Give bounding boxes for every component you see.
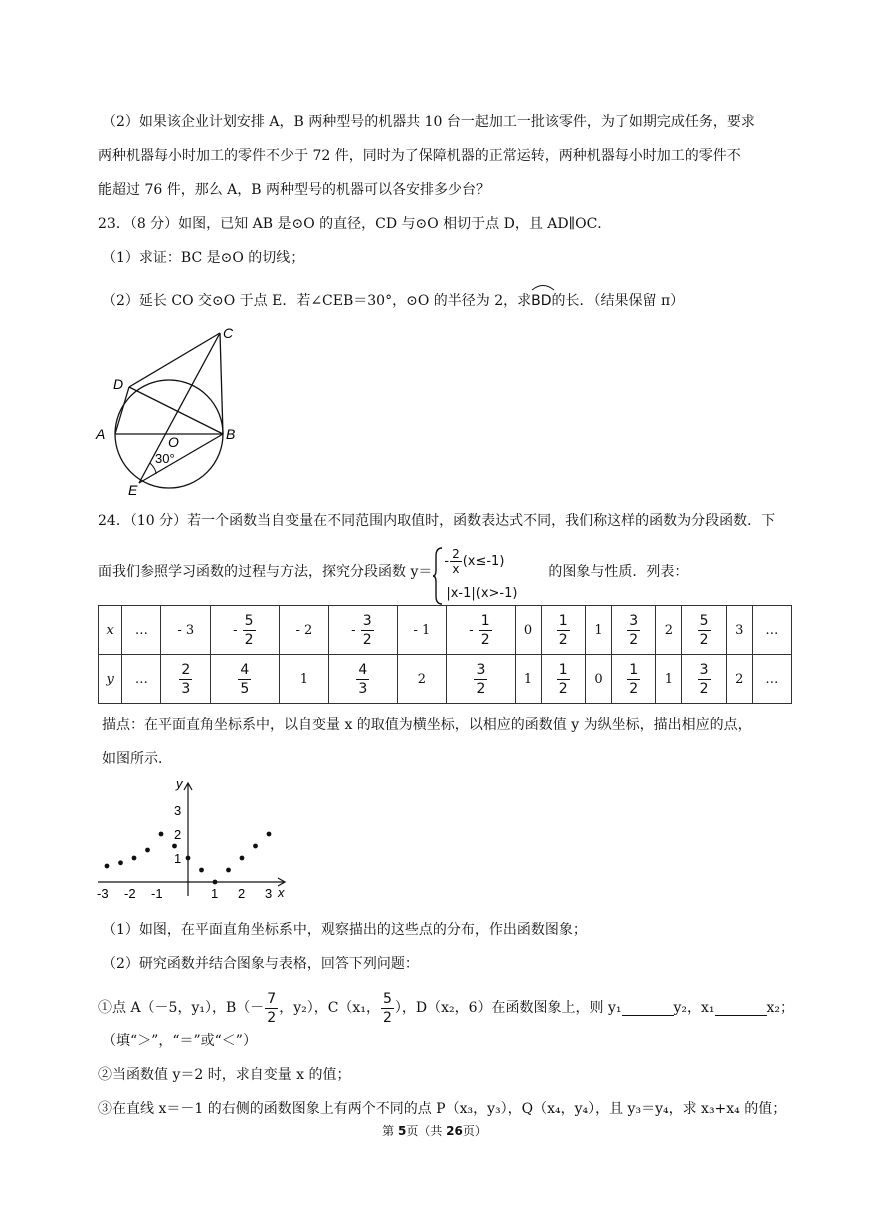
footer-page: 5: [397, 1124, 407, 1138]
x-tick-label: 3: [265, 886, 273, 901]
table-cell-x: $\frac{3}{2}$: [611, 606, 655, 655]
q22-part2-line1: （2）如果该企业计划安排 A，B 两种型号的机器共 10 台一起加工一批该零件，为了如期完成任务，要求: [102, 114, 755, 130]
plot-point: [132, 856, 137, 861]
table-row-y: [99, 655, 792, 704]
x-tick-label: 1: [211, 886, 219, 901]
q24-stem2: [98, 540, 688, 604]
table-cell-y: 1: [515, 655, 541, 704]
answer-blank-2[interactable]: [715, 1001, 767, 1016]
table-cell-y: $\frac{3}{2}$: [447, 655, 515, 704]
piece-1-num: 2: [452, 547, 460, 561]
plot-point: [118, 860, 123, 865]
plot-point: [186, 856, 191, 861]
table-cell-y: $\frac{4}{5}$: [211, 655, 279, 704]
plot-point: [240, 856, 245, 861]
q24-part2-1-text-a: ①点 A（－5，y₁），B（－: [98, 1000, 265, 1016]
table-header-y: y: [99, 655, 122, 704]
plot-point: [172, 844, 177, 849]
piece-2: |x-1|(x>-1): [446, 586, 518, 601]
segment-ce: [139, 333, 220, 483]
footer-mid: 页（共: [406, 1124, 447, 1138]
q24-part2-1-text-c: ），D（x₂，6）在函数图象上，则 y₁: [394, 1000, 622, 1016]
table-cell-x: …: [752, 606, 791, 655]
piece-1: [444, 547, 504, 576]
table-cell-x: - $\frac{3}{2}$: [329, 606, 397, 655]
table-cell-y: $\frac{1}{2}$: [611, 655, 655, 704]
table-cell-x: 3: [726, 606, 752, 655]
q24-part2-2: ②当函数值 y＝2 时，求自变量 x 的值；: [98, 1067, 351, 1083]
table-cell-x: - 3: [161, 606, 211, 655]
q24-part2: （2）研究函数并结合图象与表格，回答下列问题：: [102, 956, 419, 972]
q22-part2-line2: 两种机器每小时加工的零件不少于 72 件，同时为了保障机器的正常运转，两种机器每小时加工的零件不: [98, 148, 741, 164]
table-cell-x: 0: [515, 606, 541, 655]
q23-geometry-figure: [92, 320, 252, 498]
table-cell-y: …: [752, 655, 791, 704]
table-cell-y: 1: [279, 655, 329, 704]
plot-point: [253, 844, 258, 849]
footer-total: 26: [446, 1124, 463, 1138]
piecewise-expression: [432, 546, 542, 601]
label-d: D: [113, 376, 124, 392]
table-cell-y: $\frac{2}{3}$: [161, 655, 211, 704]
label-o: O: [168, 434, 179, 450]
q24-stem2-text-a: 面我们参照学习函数的过程与方法，探究分段函数 y＝: [98, 564, 433, 580]
table-cell-y: 2: [726, 655, 752, 704]
table-cell-x: 2: [656, 606, 682, 655]
q23-part2-text-a: （2）延长 CO 交⊙O 于点 E．若∠CEB＝30°，⊙O 的半径为 2，求: [102, 293, 532, 309]
piece-1-den: x: [452, 562, 460, 576]
table-cell-x: …: [122, 606, 161, 655]
q24-stem1: 24．（10 分）若一个函数当自变量在不同范围内取值时，函数表达式不同，我们称这样的函数为分段函数．下: [98, 513, 776, 529]
table-cell-x: $\frac{5}{2}$: [682, 606, 726, 655]
segment-db: [129, 387, 223, 434]
plot-point: [199, 868, 204, 873]
q24-plot-text2: 如图所示．: [102, 751, 172, 767]
piece-1-minus: -: [444, 553, 450, 569]
table-cell-x: $\frac{1}{2}$: [541, 606, 585, 655]
label-b: B: [226, 426, 236, 442]
x-tick-label: 2: [238, 886, 246, 901]
plot-point: [213, 880, 218, 885]
segment-ad: [115, 387, 129, 434]
fraction-5-2: [381, 990, 394, 1027]
q24-plot-text1: 描点：在平面直角坐标系中，以自变量 x 的取值为横坐标，以相应的函数值 y 为纵坐标，描出相应的点，: [102, 717, 752, 733]
q23-stem: 23．（8 分）如图，已知 AB 是⊙O 的直径，CD 与⊙O 相切于点 D，且 AD∥OC．: [98, 216, 612, 232]
q24-part2-1: [98, 988, 794, 1028]
table-cell-x: - 1: [397, 606, 447, 655]
piece-1-condition: (x≤-1): [462, 553, 505, 569]
plot-point: [105, 864, 110, 869]
q24-part1: （1）如图，在平面直角坐标系中，观察描出的这些点的分布，作出函数图象；: [102, 922, 587, 938]
table-cell-x: - 2: [279, 606, 329, 655]
x-tick-label: -3: [97, 886, 109, 901]
x-tick-label: -1: [151, 886, 163, 901]
fraction-5-2-den: 2: [382, 1009, 392, 1026]
table-header-x: x: [99, 606, 122, 655]
table-cell-y: 2: [397, 655, 447, 704]
table-cell-y: $\frac{1}{2}$: [541, 655, 585, 704]
answer-blank-1[interactable]: [622, 1001, 674, 1016]
table-cell-x: - $\frac{1}{2}$: [447, 606, 515, 655]
q24-part2-3: ③在直线 x＝－1 的右侧的函数图象上有两个不同的点 P（x₃，y₃），Q（x₄，y₄），且 y₃＝y₄，求 x₃+x₄ 的值；: [98, 1101, 787, 1117]
q24-scatter-plot: [92, 775, 292, 905]
fraction-7-2-den: 2: [267, 1009, 277, 1026]
arc-label: BD: [531, 293, 552, 309]
label-angle: 30°: [155, 451, 175, 466]
y-tick-label: 1: [174, 851, 182, 866]
fraction-5-2-num: 5: [382, 990, 392, 1007]
q23-part2: [102, 289, 684, 311]
y-axis-label: y: [176, 776, 183, 791]
label-e: E: [128, 482, 138, 498]
q24-fill-hint: （填“＞”，“＝”或“＜”）: [102, 1033, 257, 1049]
table-cell-y: $\frac{4}{3}$: [329, 655, 397, 704]
plot-point: [159, 832, 164, 837]
table-cell-x: 1: [586, 606, 612, 655]
plot-point: [145, 848, 150, 853]
table-cell-y: 0: [586, 655, 612, 704]
table-row-x: [99, 606, 792, 655]
arc-bd: [531, 289, 551, 311]
arc-mark-icon: [531, 283, 555, 291]
table-cell-y: 1: [656, 655, 682, 704]
q23-part1: （1）求证：BC 是⊙O 的切线；: [102, 250, 305, 266]
label-c: C: [223, 325, 234, 341]
brace-icon: [432, 546, 444, 606]
value-table: [98, 605, 792, 704]
table-cell-x: - $\frac{5}{2}$: [211, 606, 279, 655]
table-cell-y: …: [122, 655, 161, 704]
plot-point: [226, 868, 231, 873]
footer-pre: 第: [382, 1124, 398, 1138]
q24-part2-1-text-e: x₂；: [766, 1000, 795, 1016]
q24-part2-1-text-d: y₂，x₁: [673, 1000, 715, 1016]
piece-1-fraction: [450, 547, 462, 576]
y-tick-label: 3: [174, 803, 182, 818]
label-a: A: [96, 426, 106, 442]
table-cell-y: $\frac{3}{2}$: [682, 655, 726, 704]
segment-dc: [129, 333, 220, 387]
x-axis-label: x: [278, 885, 285, 900]
q24-part2-1-text-b: ，y₂），C（x₁，: [279, 1000, 380, 1016]
x-tick-label: -2: [124, 886, 136, 901]
y-tick-label: 2: [174, 827, 182, 842]
q24-stem2-text-b: 的图象与性质．列表：: [548, 564, 689, 580]
footer-post: 页）: [462, 1124, 487, 1138]
plot-point: [267, 832, 272, 837]
q23-part2-text-b: 的长．（结果保留 π）: [551, 293, 685, 309]
q22-part2-line3: 能超过 76 件，那么 A，B 两种型号的机器可以各安排多少台？: [98, 182, 491, 198]
page-footer: [0, 1122, 869, 1139]
fraction-7-2-num: 7: [267, 990, 277, 1007]
fraction-7-2: [265, 990, 278, 1027]
